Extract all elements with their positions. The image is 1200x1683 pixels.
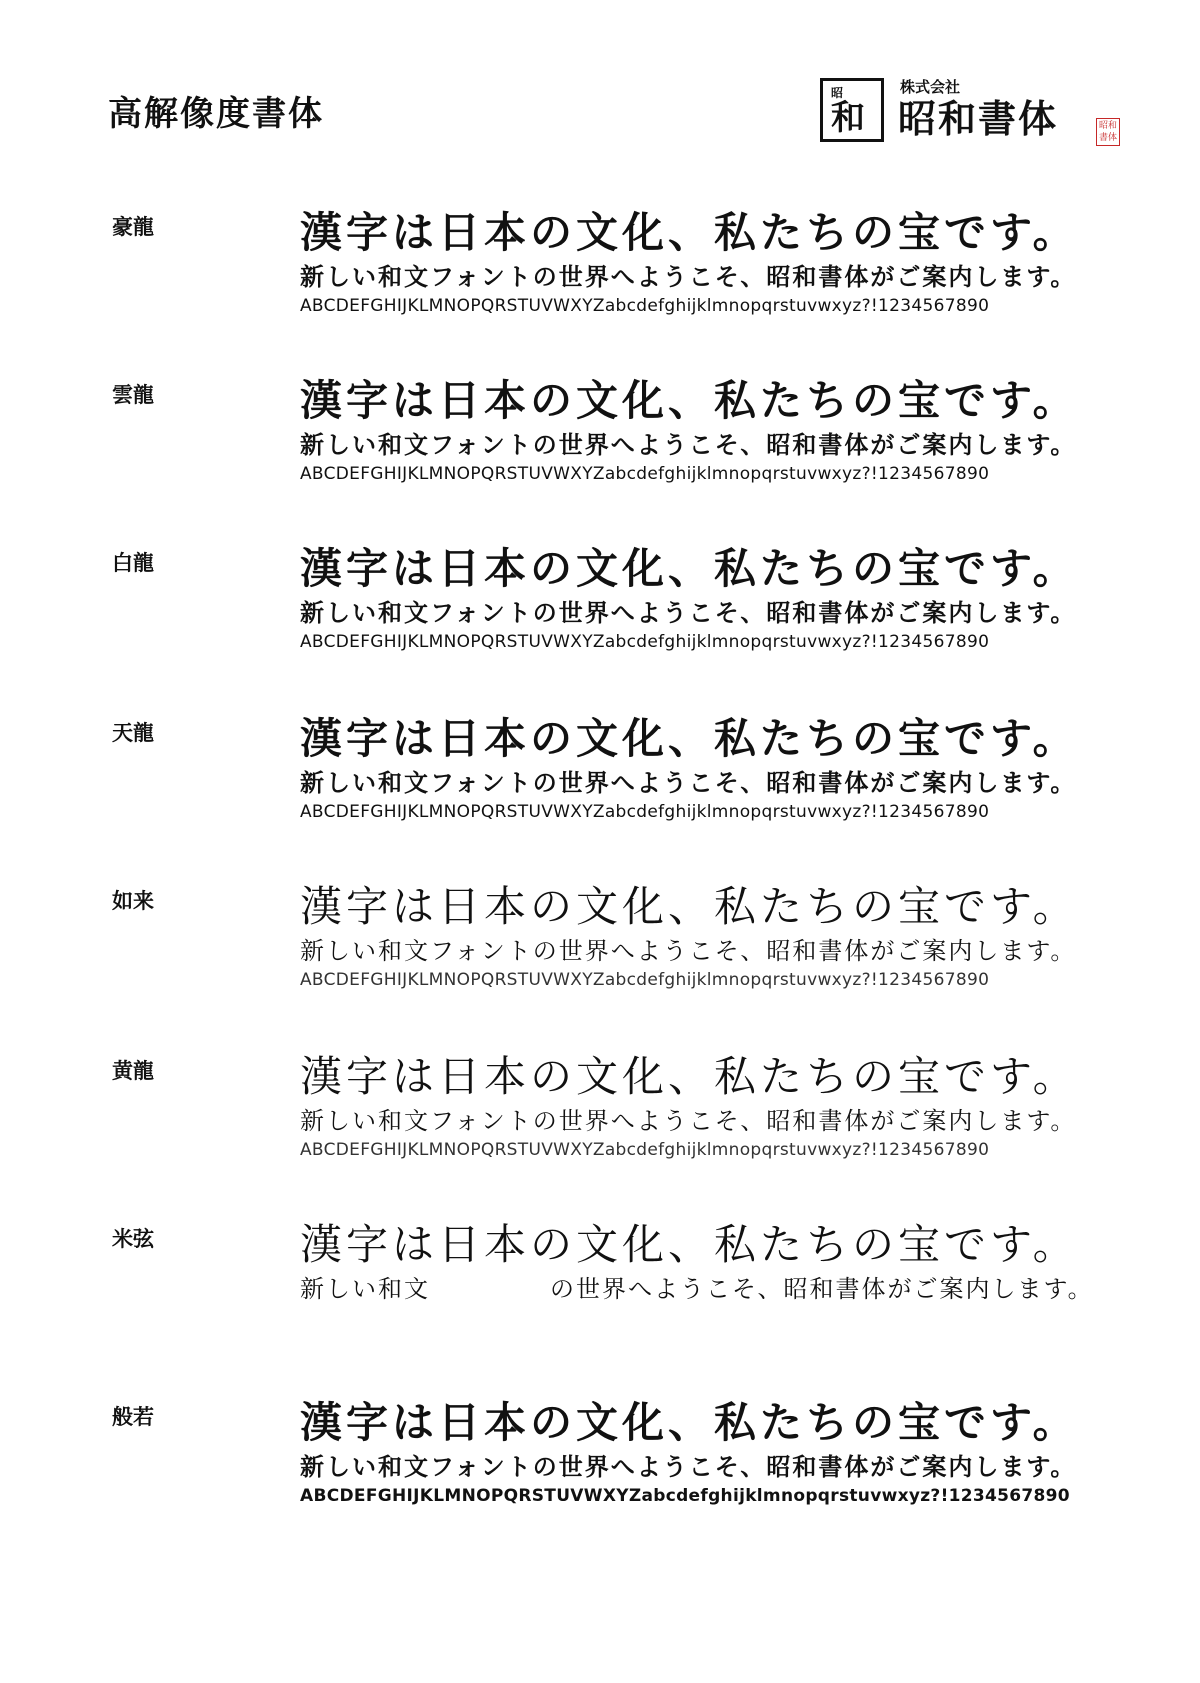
sample-line-medium: 新しい和文フォントの世界へようこそ、昭和書体がご案内します。 [300,1107,1077,1135]
sample-line-medium: 新しい和文フォントの世界へようこそ、昭和書体がご案内します。 [300,1452,1077,1481]
page-title: 高解像度書体 [108,94,324,134]
sample-line-medium [300,1274,1130,1304]
logo-mark-small: 昭 [831,86,844,100]
sample-line-large: 漢字は日本の文化、私たちの宝です。 [300,208,1079,257]
logo-mark [820,78,884,142]
sample-line-large: 漢字は日本の文化、私たちの宝です。 [300,714,1079,763]
sample-line-medium: 新しい和文フォントの世界へようこそ、昭和書体がご案内します。 [300,768,1077,797]
sample-line-large: 漢字は日本の文化、私たちの宝です。 [300,376,1079,425]
font-name: 米弦 [112,1226,154,1251]
company-logo [820,78,1120,158]
sample-line-medium-part2: の世界へようこそ、昭和書体がご案内します。 [550,1275,1094,1303]
font-name: 黄龍 [112,1058,154,1083]
sample-line-alphanumeric: ABCDEFGHIJKLMNOPQRSTUVWXYZabcdefghijklmnopqrstuvwxyz?!1234567890 [300,970,990,990]
sample-line-large: 漢字は日本の文化、私たちの宝です。 [300,1398,1079,1447]
font-name: 雲龍 [112,382,154,407]
sample-line-large: 漢字は日本の文化、私たちの宝です。 [300,1220,1079,1269]
sample-line-medium: 新しい和文フォントの世界へようこそ、昭和書体がご案内します。 [300,430,1077,459]
sample-line-large: 漢字は日本の文化、私たちの宝です。 [300,544,1079,593]
sample-line-alphanumeric: ABCDEFGHIJKLMNOPQRSTUVWXYZabcdefghijklmnopqrstuvwxyz?!1234567890 [300,632,990,652]
sample-line-alphanumeric: ABCDEFGHIJKLMNOPQRSTUVWXYZabcdefghijklmnopqrstuvwxyz?!1234567890 [300,464,990,484]
sample-line-alphanumeric: ABCDEFGHIJKLMNOPQRSTUVWXYZabcdefghijklmnopqrstuvwxyz?!1234567890 [300,296,990,316]
font-name: 般若 [112,1404,154,1429]
sample-line-large: 漢字は日本の文化、私たちの宝です。 [300,1052,1079,1101]
font-name: 白龍 [112,550,154,575]
font-name: 如来 [112,888,154,913]
logo-company-name: 昭和書体 [898,96,1059,141]
sample-line-alphanumeric: ABCDEFGHIJKLMNOPQRSTUVWXYZabcdefghijklmnopqrstuvwxyz?!1234567890 [300,1486,1070,1506]
sample-line-medium: 新しい和文フォントの世界へようこそ、昭和書体がご案内します。 [300,262,1077,291]
sample-line-alphanumeric: ABCDEFGHIJKLMNOPQRSTUVWXYZabcdefghijklmnopqrstuvwxyz?!1234567890 [300,802,990,822]
sample-line-large: 漢字は日本の文化、私たちの宝です。 [300,882,1079,931]
sample-line-medium: 新しい和文フォントの世界へようこそ、昭和書体がご案内します。 [300,598,1077,627]
logo-mark-big: 和 [831,98,865,138]
sample-line-alphanumeric: ABCDEFGHIJKLMNOPQRSTUVWXYZabcdefghijklmnopqrstuvwxyz?!1234567890 [300,1140,990,1160]
sample-line-medium-part1: 新しい和文 [300,1275,430,1303]
logo-seal: 昭和書体 [1096,118,1120,146]
logo-corp-label: 株式会社 [900,78,961,96]
font-name: 天龍 [112,720,154,745]
sample-line-medium: 新しい和文フォントの世界へようこそ、昭和書体がご案内します。 [300,937,1077,965]
font-name: 豪龍 [112,214,154,239]
